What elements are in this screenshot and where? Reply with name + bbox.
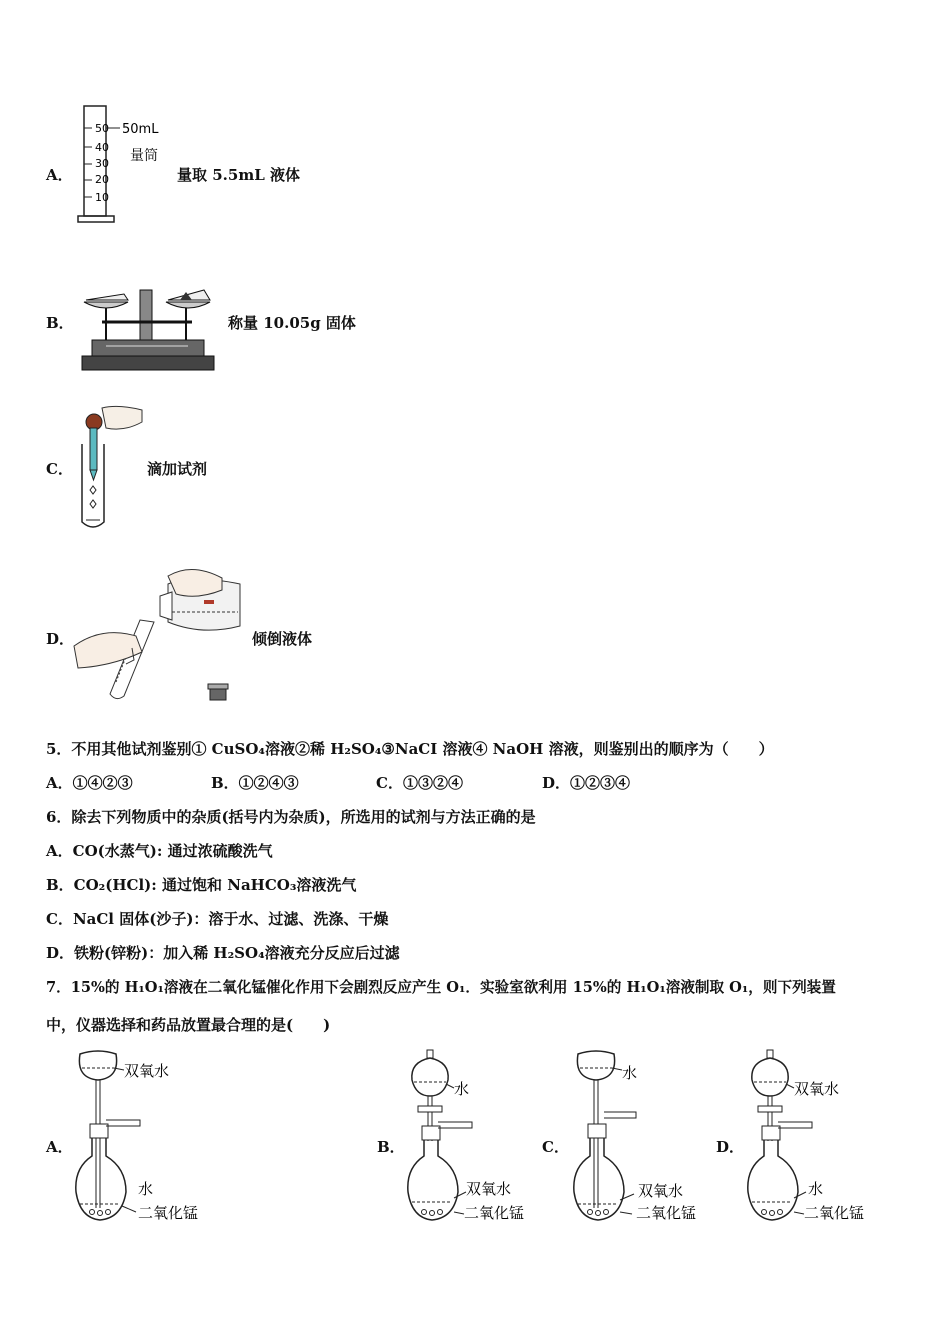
q7-apparatus-b <box>402 1046 542 1226</box>
apparatus-d-bottom-text2: 二氧化锰 <box>804 1204 865 1222</box>
option-b-label: B． <box>46 314 74 332</box>
pouring-figure <box>72 556 250 706</box>
apparatus-d-top-text: 双氧水 <box>794 1080 840 1098</box>
cyl-tick-30: 30 <box>95 157 109 170</box>
q7-stem-line1: 7．15%的 H₁O₁溶液在二氧化锰催化作用下会剧烈反应产生 O₁．实验室欲利用 15%的 H₁O₁溶液制取 O₁，则下列装置 <box>46 979 836 996</box>
option-a-caption: 量取 5.5mL 液体 <box>177 166 300 184</box>
option-d-label: D． <box>46 630 75 648</box>
cyl-tick-10: 10 <box>95 191 109 204</box>
apparatus-a-top-text: 双氧水 <box>124 1062 170 1080</box>
apparatus-c-top-text: 水 <box>622 1064 638 1082</box>
q7-option-c-label[interactable]: C． <box>542 1138 569 1156</box>
graduated-cylinder-figure <box>76 104 186 229</box>
apparatus-a-bottom-text1: 水 <box>138 1180 154 1198</box>
option-d-caption: 倾倒液体 <box>252 630 313 648</box>
q7-stem-line2: 中，仪器选择和药品放置最合理的是( ) <box>46 1016 331 1034</box>
q6-option-a[interactable]: A．CO(水蒸气): 通过浓硫酸洗气 <box>46 842 273 860</box>
apparatus-a-bottom-text2: 二氧化锰 <box>138 1204 199 1222</box>
q5-stem: 5．不用其他试剂鉴别① CuSO₄溶液②稀 H₂SO₄③NaCI 溶液④ NaOH 溶液，则鉴别出的顺序为（ ） <box>46 740 774 758</box>
q5-option-d[interactable]: D．①②③④ <box>542 774 631 792</box>
q5-option-a[interactable]: A．①④②③ <box>46 774 133 792</box>
dropper-figure <box>72 404 148 534</box>
q7-apparatus-c <box>568 1048 713 1226</box>
q7-apparatus-a <box>70 1048 220 1226</box>
cyl-tick-50: 50 <box>95 122 109 135</box>
apparatus-b-top-text: 水 <box>454 1080 470 1098</box>
option-c-label: C． <box>46 460 73 478</box>
q6-option-d[interactable]: D．铁粉(锌粉)：加入稀 H₂SO₄溶液充分反应后过滤 <box>46 944 400 962</box>
apparatus-d-bottom-text1: 水 <box>808 1180 824 1198</box>
q7-option-b-label[interactable]: B． <box>377 1138 405 1156</box>
q7-option-a-label[interactable]: A． <box>46 1138 73 1156</box>
option-b-caption: 称量 10.05g 固体 <box>228 314 356 332</box>
q6-option-b[interactable]: B．CO₂(HCl): 通过饱和 NaHCO₃溶液洗气 <box>46 876 357 894</box>
apparatus-b-bottom-text1: 双氧水 <box>466 1180 512 1198</box>
cyl-name-text: 量筒 <box>130 148 158 164</box>
cyl-tick-20: 20 <box>95 173 109 186</box>
cyl-capacity-text: 50mL <box>122 122 159 137</box>
apparatus-b-bottom-text2: 二氧化锰 <box>464 1204 525 1222</box>
apparatus-c-bottom-text1: 双氧水 <box>638 1182 684 1200</box>
balance-figure <box>76 282 218 374</box>
q6-stem: 6．除去下列物质中的杂质(括号内为杂质)，所选用的试剂与方法正确的是 <box>46 808 536 826</box>
q5-option-c[interactable]: C．①③②④ <box>376 774 463 792</box>
option-c-caption: 滴加试剂 <box>147 460 208 478</box>
apparatus-c-bottom-text2: 二氧化锰 <box>636 1204 697 1222</box>
q5-option-b[interactable]: B．①②④③ <box>211 774 299 792</box>
q7-apparatus-d <box>742 1046 887 1226</box>
cyl-tick-40: 40 <box>95 141 109 154</box>
option-a-label: A． <box>46 166 73 184</box>
q7-option-d-label[interactable]: D． <box>716 1138 745 1156</box>
q6-option-c[interactable]: C．NaCl 固体(沙子)：溶于水、过滤、洗涤、干燥 <box>46 910 389 928</box>
